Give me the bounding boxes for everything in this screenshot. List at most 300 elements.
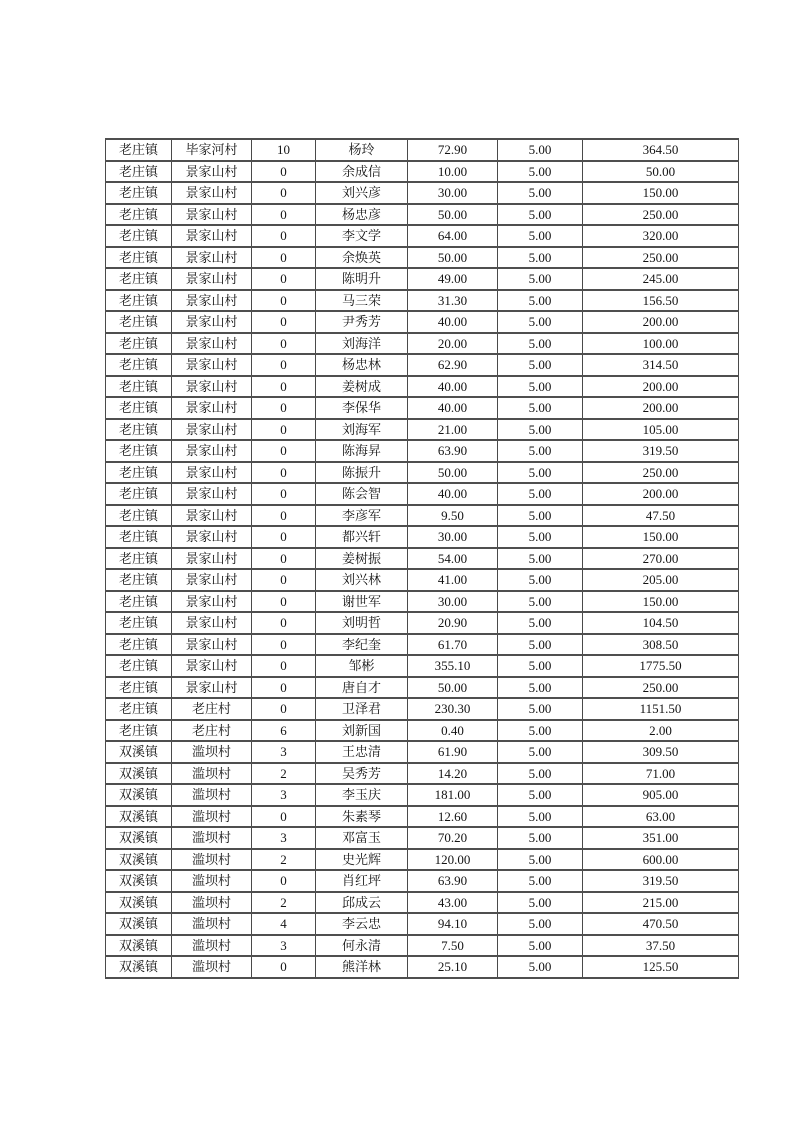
table-cell: 5.00	[498, 354, 583, 376]
table-cell: 老庄镇	[106, 655, 172, 677]
table-cell: 40.00	[408, 483, 498, 505]
table-cell: 老庄村	[172, 720, 252, 742]
table-cell: 61.90	[408, 741, 498, 763]
table-row	[106, 827, 739, 849]
table-cell: 0	[252, 698, 316, 720]
table-row	[106, 935, 739, 957]
table-cell: 309.50	[583, 741, 739, 763]
table-cell: 31.30	[408, 290, 498, 312]
table-cell: 200.00	[583, 483, 739, 505]
table-cell: 都兴轩	[316, 526, 408, 548]
table-cell: 景家山村	[172, 440, 252, 462]
table-cell: 景家山村	[172, 505, 252, 527]
table-cell: 5.00	[498, 849, 583, 871]
table-row	[106, 849, 739, 871]
table-cell: 史光辉	[316, 849, 408, 871]
table-cell: 0	[252, 870, 316, 892]
table-cell: 20.90	[408, 612, 498, 634]
table-cell: 63.90	[408, 440, 498, 462]
table-cell: 250.00	[583, 247, 739, 269]
table-cell: 50.00	[408, 204, 498, 226]
table-cell: 64.00	[408, 225, 498, 247]
table-cell: 景家山村	[172, 161, 252, 183]
table-cell: 双溪镇	[106, 784, 172, 806]
table-cell: 滥坝村	[172, 935, 252, 957]
table-cell: 老庄镇	[106, 225, 172, 247]
table-cell: 双溪镇	[106, 913, 172, 935]
table-row	[106, 505, 739, 527]
table-cell: 0	[252, 548, 316, 570]
table-cell: 3	[252, 935, 316, 957]
table-cell: 李玉庆	[316, 784, 408, 806]
table-cell: 滥坝村	[172, 892, 252, 914]
table-cell: 319.50	[583, 440, 739, 462]
table-cell: 0	[252, 225, 316, 247]
table-cell: 余焕英	[316, 247, 408, 269]
table-cell: 20.00	[408, 333, 498, 355]
table-cell: 双溪镇	[106, 935, 172, 957]
table-cell: 5.00	[498, 376, 583, 398]
table-cell: 0	[252, 591, 316, 613]
table-cell: 0	[252, 419, 316, 441]
table-cell: 滥坝村	[172, 849, 252, 871]
table-cell: 李保华	[316, 397, 408, 419]
table-cell: 63.90	[408, 870, 498, 892]
table-cell: 刘新国	[316, 720, 408, 742]
table-row	[106, 526, 739, 548]
table-row	[106, 419, 739, 441]
table-cell: 3	[252, 784, 316, 806]
table-cell: 景家山村	[172, 462, 252, 484]
table-cell: 景家山村	[172, 591, 252, 613]
table-cell: 老庄镇	[106, 677, 172, 699]
table-cell: 4	[252, 913, 316, 935]
table-cell: 0	[252, 333, 316, 355]
table-cell: 5.00	[498, 870, 583, 892]
table-cell: 41.00	[408, 569, 498, 591]
table-cell: 5.00	[498, 268, 583, 290]
table-cell: 老庄镇	[106, 462, 172, 484]
table-cell: 景家山村	[172, 182, 252, 204]
table-cell: 陈振升	[316, 462, 408, 484]
table-cell: 37.50	[583, 935, 739, 957]
table-cell: 景家山村	[172, 376, 252, 398]
table-cell: 老庄镇	[106, 333, 172, 355]
table-cell: 320.00	[583, 225, 739, 247]
table-cell: 2.00	[583, 720, 739, 742]
table-cell: 5.00	[498, 698, 583, 720]
table-cell: 0	[252, 397, 316, 419]
table-cell: 5.00	[498, 677, 583, 699]
table-cell: 9.50	[408, 505, 498, 527]
table-cell: 老庄镇	[106, 268, 172, 290]
table-cell: 120.00	[408, 849, 498, 871]
table-cell: 姜树成	[316, 376, 408, 398]
table-cell: 30.00	[408, 526, 498, 548]
table-cell: 10	[252, 139, 316, 161]
table-cell: 老庄村	[172, 698, 252, 720]
table-cell: 5.00	[498, 440, 583, 462]
table-cell: 姜树振	[316, 548, 408, 570]
table-cell: 老庄镇	[106, 591, 172, 613]
table-cell: 老庄镇	[106, 483, 172, 505]
table-cell: 杨玲	[316, 139, 408, 161]
table-cell: 滥坝村	[172, 763, 252, 785]
table-cell: 0	[252, 806, 316, 828]
table-cell: 2	[252, 849, 316, 871]
table-cell: 49.00	[408, 268, 498, 290]
table-cell: 0	[252, 569, 316, 591]
table-cell: 0	[252, 677, 316, 699]
table-cell: 30.00	[408, 591, 498, 613]
table-cell: 2	[252, 763, 316, 785]
table-row	[106, 161, 739, 183]
table-cell: 李文学	[316, 225, 408, 247]
table-cell: 5.00	[498, 182, 583, 204]
table-row	[106, 698, 739, 720]
table-cell: 62.90	[408, 354, 498, 376]
table-cell: 景家山村	[172, 548, 252, 570]
table-cell: 陈明升	[316, 268, 408, 290]
table-cell: 老庄镇	[106, 440, 172, 462]
table-cell: 0	[252, 526, 316, 548]
table-cell: 邹彬	[316, 655, 408, 677]
table-cell: 25.10	[408, 956, 498, 978]
table-cell: 72.90	[408, 139, 498, 161]
table-cell: 景家山村	[172, 354, 252, 376]
table-cell: 0	[252, 247, 316, 269]
table-cell: 43.00	[408, 892, 498, 914]
table-cell: 0	[252, 655, 316, 677]
table-cell: 14.20	[408, 763, 498, 785]
table-row	[106, 763, 739, 785]
table-cell: 0	[252, 290, 316, 312]
table-row	[106, 591, 739, 613]
table-cell: 100.00	[583, 333, 739, 355]
table-cell: 5.00	[498, 462, 583, 484]
table-cell: 47.50	[583, 505, 739, 527]
table-row	[106, 290, 739, 312]
table-row	[106, 720, 739, 742]
table-cell: 21.00	[408, 419, 498, 441]
table-cell: 150.00	[583, 591, 739, 613]
table-cell: 景家山村	[172, 225, 252, 247]
table-cell: 0	[252, 956, 316, 978]
table-cell: 邱成云	[316, 892, 408, 914]
table-cell: 905.00	[583, 784, 739, 806]
table-cell: 0	[252, 376, 316, 398]
table-cell: 364.50	[583, 139, 739, 161]
table-cell: 滥坝村	[172, 870, 252, 892]
table-row	[106, 870, 739, 892]
table-cell: 355.10	[408, 655, 498, 677]
table-cell: 老庄镇	[106, 376, 172, 398]
table-cell: 5.00	[498, 806, 583, 828]
table-cell: 61.70	[408, 634, 498, 656]
table-cell: 200.00	[583, 376, 739, 398]
table-cell: 景家山村	[172, 311, 252, 333]
table-cell: 老庄镇	[106, 569, 172, 591]
table-cell: 老庄镇	[106, 182, 172, 204]
table-cell: 250.00	[583, 677, 739, 699]
table-cell: 老庄镇	[106, 720, 172, 742]
table-cell: 0	[252, 483, 316, 505]
table-cell: 50.00	[408, 677, 498, 699]
table-cell: 71.00	[583, 763, 739, 785]
table-cell: 5.00	[498, 913, 583, 935]
table-cell: 滥坝村	[172, 956, 252, 978]
table-cell: 5.00	[498, 483, 583, 505]
roster-table-body	[106, 139, 739, 978]
table-cell: 双溪镇	[106, 806, 172, 828]
table-row	[106, 247, 739, 269]
table-row	[106, 268, 739, 290]
table-cell: 314.50	[583, 354, 739, 376]
table-row	[106, 892, 739, 914]
table-cell: 唐自才	[316, 677, 408, 699]
table-cell: 70.20	[408, 827, 498, 849]
table-row	[106, 913, 739, 935]
table-cell: 老庄镇	[106, 698, 172, 720]
table-cell: 老庄镇	[106, 247, 172, 269]
table-cell: 200.00	[583, 311, 739, 333]
table-cell: 李纪奎	[316, 634, 408, 656]
table-cell: 双溪镇	[106, 870, 172, 892]
table-cell: 老庄镇	[106, 526, 172, 548]
table-cell: 5.00	[498, 763, 583, 785]
table-cell: 老庄镇	[106, 548, 172, 570]
table-cell: 朱素琴	[316, 806, 408, 828]
table-cell: 470.50	[583, 913, 739, 935]
payment-roster-table	[105, 138, 739, 979]
table-cell: 老庄镇	[106, 204, 172, 226]
table-row	[106, 440, 739, 462]
table-cell: 李彦军	[316, 505, 408, 527]
table-cell: 双溪镇	[106, 849, 172, 871]
table-cell: 0	[252, 161, 316, 183]
table-cell: 0	[252, 634, 316, 656]
table-cell: 王忠清	[316, 741, 408, 763]
table-cell: 双溪镇	[106, 956, 172, 978]
table-cell: 125.50	[583, 956, 739, 978]
table-row	[106, 784, 739, 806]
table-cell: 刘兴林	[316, 569, 408, 591]
table-cell: 5.00	[498, 548, 583, 570]
table-cell: 230.30	[408, 698, 498, 720]
table-row	[106, 139, 739, 161]
table-cell: 刘兴彦	[316, 182, 408, 204]
table-cell: 5.00	[498, 290, 583, 312]
table-row	[106, 225, 739, 247]
table-cell: 吴秀芳	[316, 763, 408, 785]
table-cell: 5.00	[498, 720, 583, 742]
table-cell: 5.00	[498, 956, 583, 978]
table-cell: 12.60	[408, 806, 498, 828]
table-row	[106, 569, 739, 591]
table-cell: 270.00	[583, 548, 739, 570]
table-row	[106, 677, 739, 699]
table-cell: 10.00	[408, 161, 498, 183]
table-row	[106, 354, 739, 376]
table-cell: 156.50	[583, 290, 739, 312]
table-cell: 老庄镇	[106, 139, 172, 161]
table-cell: 滥坝村	[172, 784, 252, 806]
table-cell: 5.00	[498, 311, 583, 333]
table-cell: 54.00	[408, 548, 498, 570]
table-row	[106, 333, 739, 355]
table-cell: 老庄镇	[106, 290, 172, 312]
table-cell: 景家山村	[172, 655, 252, 677]
table-cell: 刘海洋	[316, 333, 408, 355]
table-row	[106, 462, 739, 484]
table-cell: 杨忠林	[316, 354, 408, 376]
table-cell: 5.00	[498, 655, 583, 677]
table-cell: 1151.50	[583, 698, 739, 720]
table-cell: 老庄镇	[106, 161, 172, 183]
table-cell: 5.00	[498, 419, 583, 441]
table-cell: 40.00	[408, 311, 498, 333]
table-cell: 5.00	[498, 161, 583, 183]
table-cell: 5.00	[498, 784, 583, 806]
table-cell: 0	[252, 354, 316, 376]
table-cell: 5.00	[498, 526, 583, 548]
table-cell: 景家山村	[172, 419, 252, 441]
table-row	[106, 741, 739, 763]
table-cell: 63.00	[583, 806, 739, 828]
table-cell: 刘海军	[316, 419, 408, 441]
table-cell: 5.00	[498, 333, 583, 355]
table-cell: 5.00	[498, 247, 583, 269]
table-cell: 5.00	[498, 225, 583, 247]
table-row	[106, 612, 739, 634]
table-row	[106, 483, 739, 505]
table-cell: 5.00	[498, 634, 583, 656]
table-cell: 滥坝村	[172, 806, 252, 828]
table-cell: 5.00	[498, 741, 583, 763]
table-cell: 250.00	[583, 462, 739, 484]
table-cell: 滥坝村	[172, 913, 252, 935]
table-cell: 105.00	[583, 419, 739, 441]
table-cell: 滥坝村	[172, 827, 252, 849]
table-cell: 景家山村	[172, 526, 252, 548]
table-cell: 351.00	[583, 827, 739, 849]
table-cell: 205.00	[583, 569, 739, 591]
table-cell: 景家山村	[172, 612, 252, 634]
table-cell: 0	[252, 462, 316, 484]
table-cell: 40.00	[408, 397, 498, 419]
table-cell: 94.10	[408, 913, 498, 935]
table-row	[106, 634, 739, 656]
table-cell: 邓富玉	[316, 827, 408, 849]
table-cell: 0	[252, 505, 316, 527]
table-cell: 150.00	[583, 526, 739, 548]
table-cell: 250.00	[583, 204, 739, 226]
table-cell: 30.00	[408, 182, 498, 204]
table-cell: 马三荣	[316, 290, 408, 312]
table-cell: 老庄镇	[106, 634, 172, 656]
table-cell: 0	[252, 311, 316, 333]
table-cell: 50.00	[408, 247, 498, 269]
table-cell: 刘明哲	[316, 612, 408, 634]
table-cell: 200.00	[583, 397, 739, 419]
table-cell: 215.00	[583, 892, 739, 914]
table-cell: 陈会智	[316, 483, 408, 505]
table-cell: 陈海昇	[316, 440, 408, 462]
table-row	[106, 204, 739, 226]
table-cell: 5.00	[498, 827, 583, 849]
table-cell: 景家山村	[172, 290, 252, 312]
table-cell: 谢世军	[316, 591, 408, 613]
table-cell: 150.00	[583, 182, 739, 204]
table-cell: 老庄镇	[106, 397, 172, 419]
table-row	[106, 655, 739, 677]
table-cell: 0	[252, 268, 316, 290]
table-cell: 5.00	[498, 591, 583, 613]
table-cell: 0	[252, 440, 316, 462]
table-cell: 老庄镇	[106, 419, 172, 441]
table-cell: 0	[252, 182, 316, 204]
table-cell: 5.00	[498, 892, 583, 914]
table-cell: 7.50	[408, 935, 498, 957]
table-cell: 104.50	[583, 612, 739, 634]
table-cell: 319.50	[583, 870, 739, 892]
table-cell: 双溪镇	[106, 892, 172, 914]
table-cell: 老庄镇	[106, 311, 172, 333]
table-cell: 50.00	[408, 462, 498, 484]
table-cell: 5.00	[498, 505, 583, 527]
table-cell: 3	[252, 741, 316, 763]
table-cell: 卫泽君	[316, 698, 408, 720]
table-cell: 3	[252, 827, 316, 849]
table-cell: 滥坝村	[172, 741, 252, 763]
table-cell: 50.00	[583, 161, 739, 183]
table-cell: 景家山村	[172, 677, 252, 699]
table-cell: 景家山村	[172, 483, 252, 505]
table-cell: 肖红坪	[316, 870, 408, 892]
table-cell: 余成信	[316, 161, 408, 183]
table-cell: 0	[252, 612, 316, 634]
table-cell: 老庄镇	[106, 612, 172, 634]
table-cell: 0	[252, 204, 316, 226]
table-cell: 6	[252, 720, 316, 742]
table-cell: 40.00	[408, 376, 498, 398]
table-cell: 毕家河村	[172, 139, 252, 161]
table-row	[106, 376, 739, 398]
table-row	[106, 806, 739, 828]
table-cell: 老庄镇	[106, 505, 172, 527]
table-cell: 景家山村	[172, 634, 252, 656]
table-row	[106, 548, 739, 570]
table-cell: 600.00	[583, 849, 739, 871]
table-cell: 尹秀芳	[316, 311, 408, 333]
table-cell: 老庄镇	[106, 354, 172, 376]
table-cell: 景家山村	[172, 247, 252, 269]
table-cell: 0.40	[408, 720, 498, 742]
table-cell: 5.00	[498, 612, 583, 634]
table-cell: 308.50	[583, 634, 739, 656]
table-row	[106, 311, 739, 333]
table-cell: 2	[252, 892, 316, 914]
table-cell: 5.00	[498, 139, 583, 161]
table-cell: 双溪镇	[106, 763, 172, 785]
table-cell: 5.00	[498, 204, 583, 226]
table-cell: 245.00	[583, 268, 739, 290]
table-cell: 何永清	[316, 935, 408, 957]
table-cell: 1775.50	[583, 655, 739, 677]
table-cell: 景家山村	[172, 268, 252, 290]
table-cell: 双溪镇	[106, 827, 172, 849]
table-cell: 5.00	[498, 569, 583, 591]
